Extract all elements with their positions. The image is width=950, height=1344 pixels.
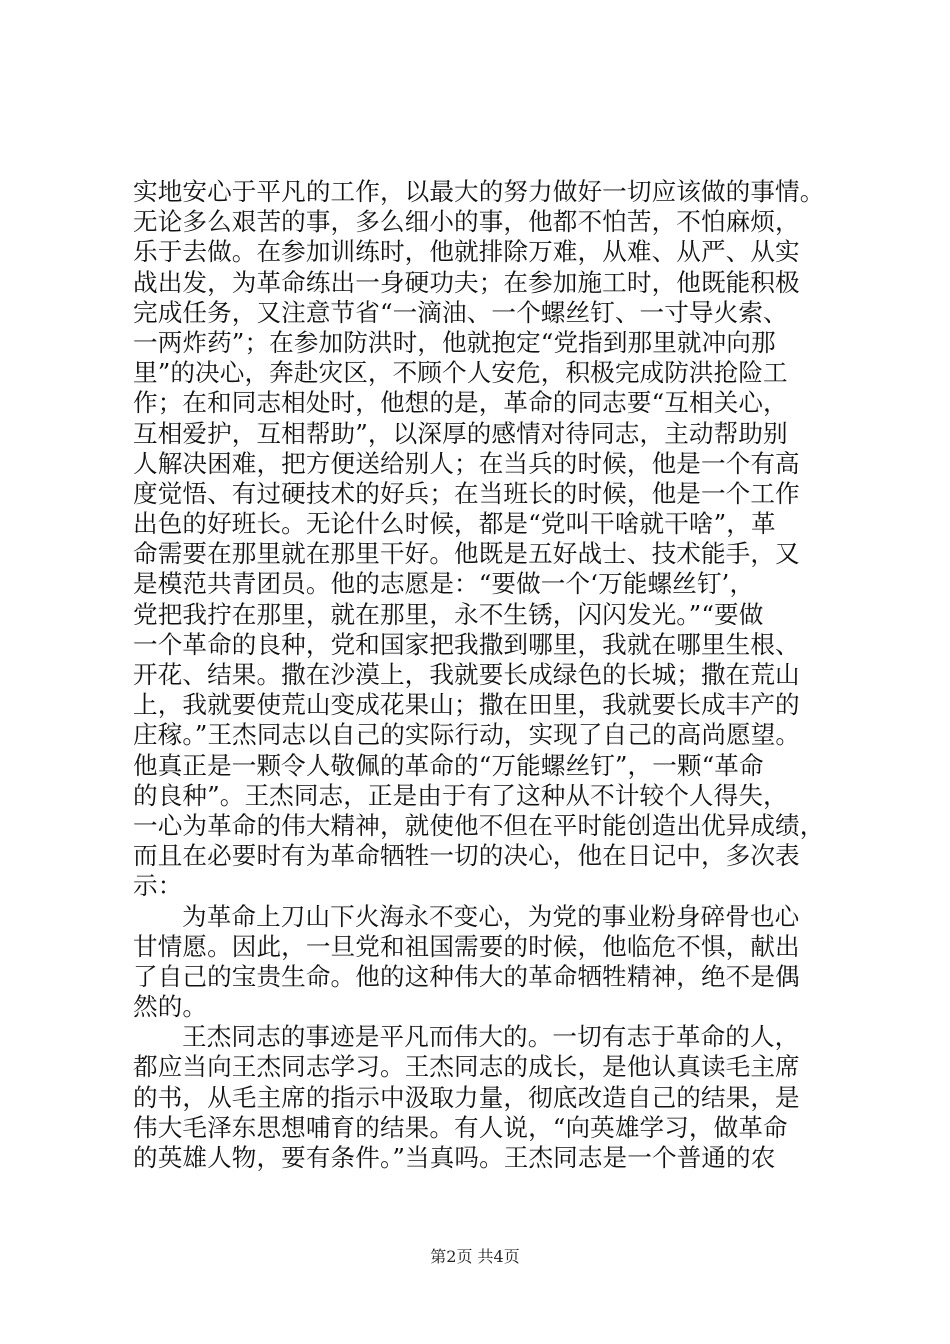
text-line: 了自己的宝贵生命。他的这种伟大的革命牺牲精神，绝不是偶 [133,961,800,991]
paragraph [133,1022,823,1173]
text-line: 伟大毛泽东思想哺育的结果。有人说，“向英雄学习，做革命 [133,1112,788,1142]
text-line: 一两炸药”；在参加防洪时，他就抱定“党指到那里就冲向那 [133,327,776,357]
text-line: 乐于去做。在参加训练时，他就排除万难，从难、从严、从实 [133,237,800,267]
text-line: 示： [133,871,183,901]
paragraph [133,902,823,1023]
text-line: 里”的决心，奔赴灾区，不顾个人安危，积极完成防洪抢险工 [133,358,788,388]
text-line: 命需要在那里就在那里干好。他既是五好战士、技术能手，又 [133,539,800,569]
text-line: 出色的好班长。无论什么时候，都是“党叫干啥就干啥”，革 [133,509,776,539]
text-line: 他真正是一颗令人敬佩的革命的“万能螺丝钉”，一颗“革命 [133,750,764,780]
text-line: 开花、结果。撒在沙漠上，我就要长成绿色的长城；撒在荒山 [133,660,800,689]
text-line: 的英雄人物，要有条件。”当真吗。王杰同志是一个普通的农 [133,1143,776,1172]
text-line: 都应当向王杰同志学习。王杰同志的成长，是他认真读毛主席 [133,1052,800,1082]
text-line: 上，我就要使荒山变成花果山；撒在田里，我就要长成丰产的 [133,690,800,720]
paragraph [133,177,823,902]
page-footer: 第2页 共4页 [430,1247,520,1266]
text-line: 的书，从毛主席的指示中汲取力量，彻底改造自己的结果，是 [133,1082,800,1112]
text-line: 而且在必要时有为革命牺牲一切的决心，他在日记中，多次表 [133,841,800,871]
text-line: 完成任务，又注意节省“一滴油、一个螺丝钉、一寸导火索、 [133,297,788,327]
text-line: 一心为革命的伟大精神，就使他不但在平时能创造出优异成绩， [133,810,825,840]
text-line: 作；在和同志相处时，他想的是，革命的同志要“互相关心， [133,388,788,418]
text-line: 战出发，为革命练出一身硬功夫；在参加施工时，他既能积极 [133,267,800,297]
text-line: 是模范共青团员。他的志愿是：“要做一个‘万能螺丝钉’， [133,569,755,599]
text-line: 然的。 [133,992,208,1022]
text-line: 为革命上刀山下火海永不变心，为党的事业粉身碎骨也心 [182,901,800,931]
text-line: 庄稼。”王杰同志以自己的实际行动，实现了自己的高尚愿望。 [133,720,801,750]
text-line: 甘情愿。因此，一旦党和祖国需要的时候，他临危不惧，献出 [133,931,800,961]
text-line: 人解决困难，把方便送给别人；在当兵的时候，他是一个有高 [133,448,800,478]
text-line: 无论多么艰苦的事，多么细小的事，他都不怕苦，不怕麻烦， [133,207,800,237]
text-line: 一个革命的良种，党和国家把我撒到哪里，我就在哪里生根、 [133,629,800,659]
text-line: 的良种”。王杰同志，正是由于有了这种从不计较个人得失， [133,780,788,810]
text-line: 实地安心于平凡的工作，以最大的努力做好一切应该做的事情。 [133,177,825,206]
text-line: 度觉悟、有过硬技术的好兵；在当班长的时候，他是一个工作 [133,478,800,508]
text-line: 互相爱护，互相帮助”，以深厚的感情对待同志，主动帮助别 [133,418,788,448]
text-line: 党把我拧在那里，就在那里，永不生锈，闪闪发光。”“要做 [133,599,764,629]
text-line: 王杰同志的事迹是平凡而伟大的。一切有志于革命的人， [182,1022,800,1052]
document-body [133,177,823,1173]
